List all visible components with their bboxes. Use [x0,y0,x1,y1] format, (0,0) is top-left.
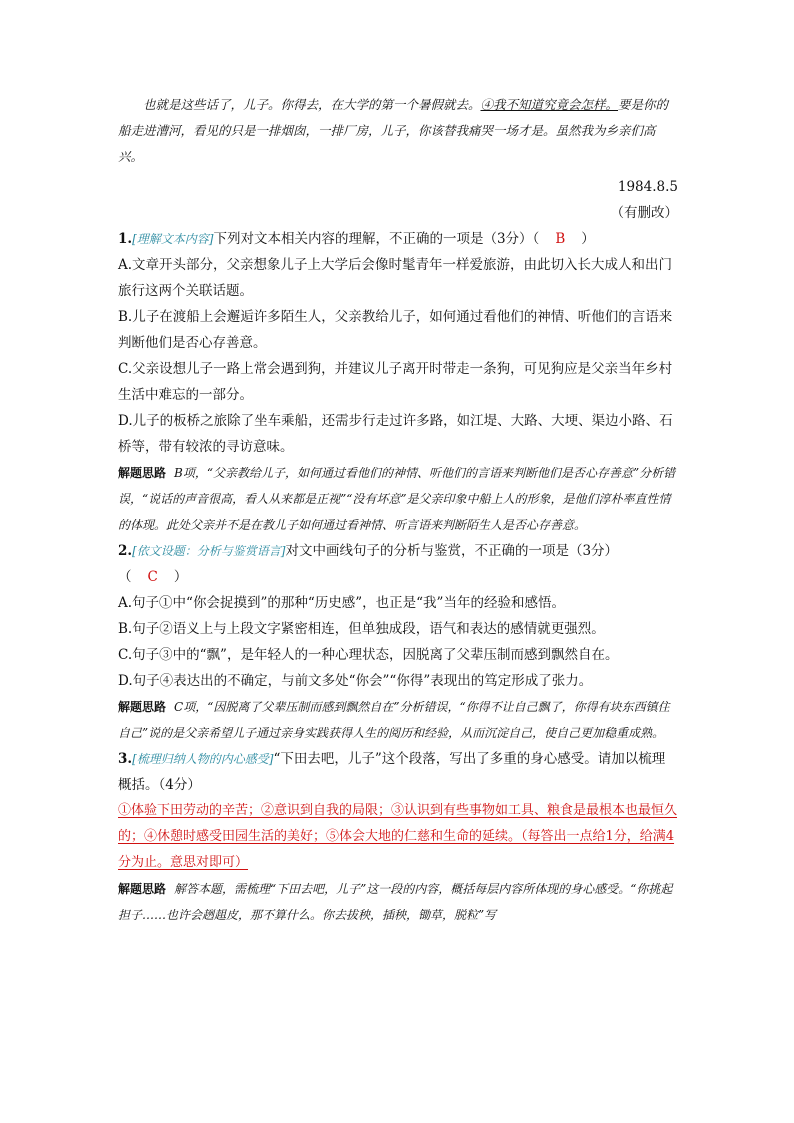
question-1-stem [118,226,678,252]
passage-text: 也就是这些话了，儿子。你得去，在大学的第一个暑假就去。 [143,97,481,112]
question-3-stem [118,746,678,798]
question-number: 3. [118,751,133,767]
option-c: C.句子③中的“飘”，是年轻人的一种心理状态，因脱离了父辈压制而感到飘然自在。 [118,647,619,663]
explanation-label: 解题思路 [118,700,167,714]
question-text: “下田去吧，儿子”这个段落，写出了多重的身心感受。请加以梳理概括。（4分） [118,751,666,793]
option-d: D.儿子的板桥之旅除了坐车乘船，还需步行走过许多路，如江堤、大路、大埂、渠边小路、石桥等，带有较浓的寻访意味。 [118,413,673,455]
question-tag: [依文设题：分析与鉴赏语言] [132,544,286,558]
passage-text-end: 要是你的船走进漕河，看见的只是一排烟囱，一排厂房，儿子，你该替我痛哭一场才是。虽然我为乡亲们高兴。 [118,97,669,164]
question-text: 下列对文本相关内容的理解，不正确的一项是（3分）（ [213,231,540,247]
option-d: D.句子④表达出的不确定，与前文多处“你会”“你得”表现出的笃定形成了张力。 [118,673,593,689]
passage-note: （有删改） [610,205,678,221]
question-tag: [梳理归纳人物的内心感受] [132,752,274,766]
answer-text: ①体验下田劳动的辛苦；②意识到自我的局限；③认识到有些事物如工具、粮食是最根本也最恒久的；④休憩时感受田园生活的美好；⑤体会大地的仁慈和生命的延续。（每答出一点给1分，给满4分为止。意思对即可） [118,803,678,870]
question-2-stem [118,538,678,564]
explanation-text: B项，“父亲教给儿子，如何通过看他们的神情、听他们的言语来判断他们是否心存善意”分析错误，“说话的声音很高，看人从来都是正视”“没有坏意”是父亲印象中船上人的形象，是他们淳朴率直性情的体现。此处父亲并不是在教儿子如何通过看神情、听言语来判断陌生人是否心存善意。 [118,466,676,532]
explanation-3 [118,876,678,928]
option-b: B.儿子在渡船上会邂逅许多陌生人，父亲教给儿子，如何通过看他们的神情、听他们的言语来判断他们是否心存善意。 [118,309,673,351]
underlined-sentence-4: ④我不知道究竟会怎样。 [480,97,619,112]
passage-date: 1984.8.5 [617,179,678,195]
explanation-text: C项，“因脱离了父辈压制而感到飘然自在”分析错误，“你得不让自己飘了，你得有块东西镇住自己”说的是父亲希望儿子通过亲身实践获得人生的阅历和经验，从而沉淀自己，使自己更加稳重成熟。 [118,700,670,740]
option-c: C.父亲设想儿子一路上常会遇到狗，并建议儿子离开时带走一条狗，可见狗应是父亲当年乡村生活中难忘的一部分。 [118,361,673,403]
question-text: 对文中画线句子的分析与鉴赏，不正确的一项是（3分） [285,543,619,559]
question-number: 1. [118,231,133,247]
explanation-label: 解题思路 [118,882,167,896]
answer-choice: C [147,569,158,585]
document-page [118,92,678,928]
question-2-answer-line [118,564,678,590]
option-b: B.句子②语义上与上段文字紧密相连，但单独成段，语气和表达的感情就更强烈。 [118,621,605,637]
explanation-2 [118,694,678,746]
explanation-label: 解题思路 [118,466,167,480]
paren-close: ） [173,569,188,585]
question-number: 2. [118,543,133,559]
explanation-1 [118,460,678,538]
paren-close: ） [581,231,595,247]
answer-choice: B [555,231,566,247]
option-a: A.句子①中“你会捉摸到”的那种“历史感”，也正是“我”当年的经验和感悟。 [118,595,565,611]
explanation-text: 解答本题，需梳理“下田去吧，儿子”这一段的内容，概括每层内容所体现的身心感受。“你挑起担子……也许会趔趄皮，那不算什么。你去拔秧，插秧，锄草，脱粒”写 [118,882,673,922]
question-tag: [理解文本内容] [132,232,214,246]
passage-paragraph [118,92,678,170]
answer-3 [118,798,678,876]
paren-open: （ [118,569,132,585]
option-a: A.文章开头部分，父亲想象儿子上大学后会像时髦青年一样爱旅游，由此切入长大成人和出门旅行这两个关联话题。 [118,257,673,299]
